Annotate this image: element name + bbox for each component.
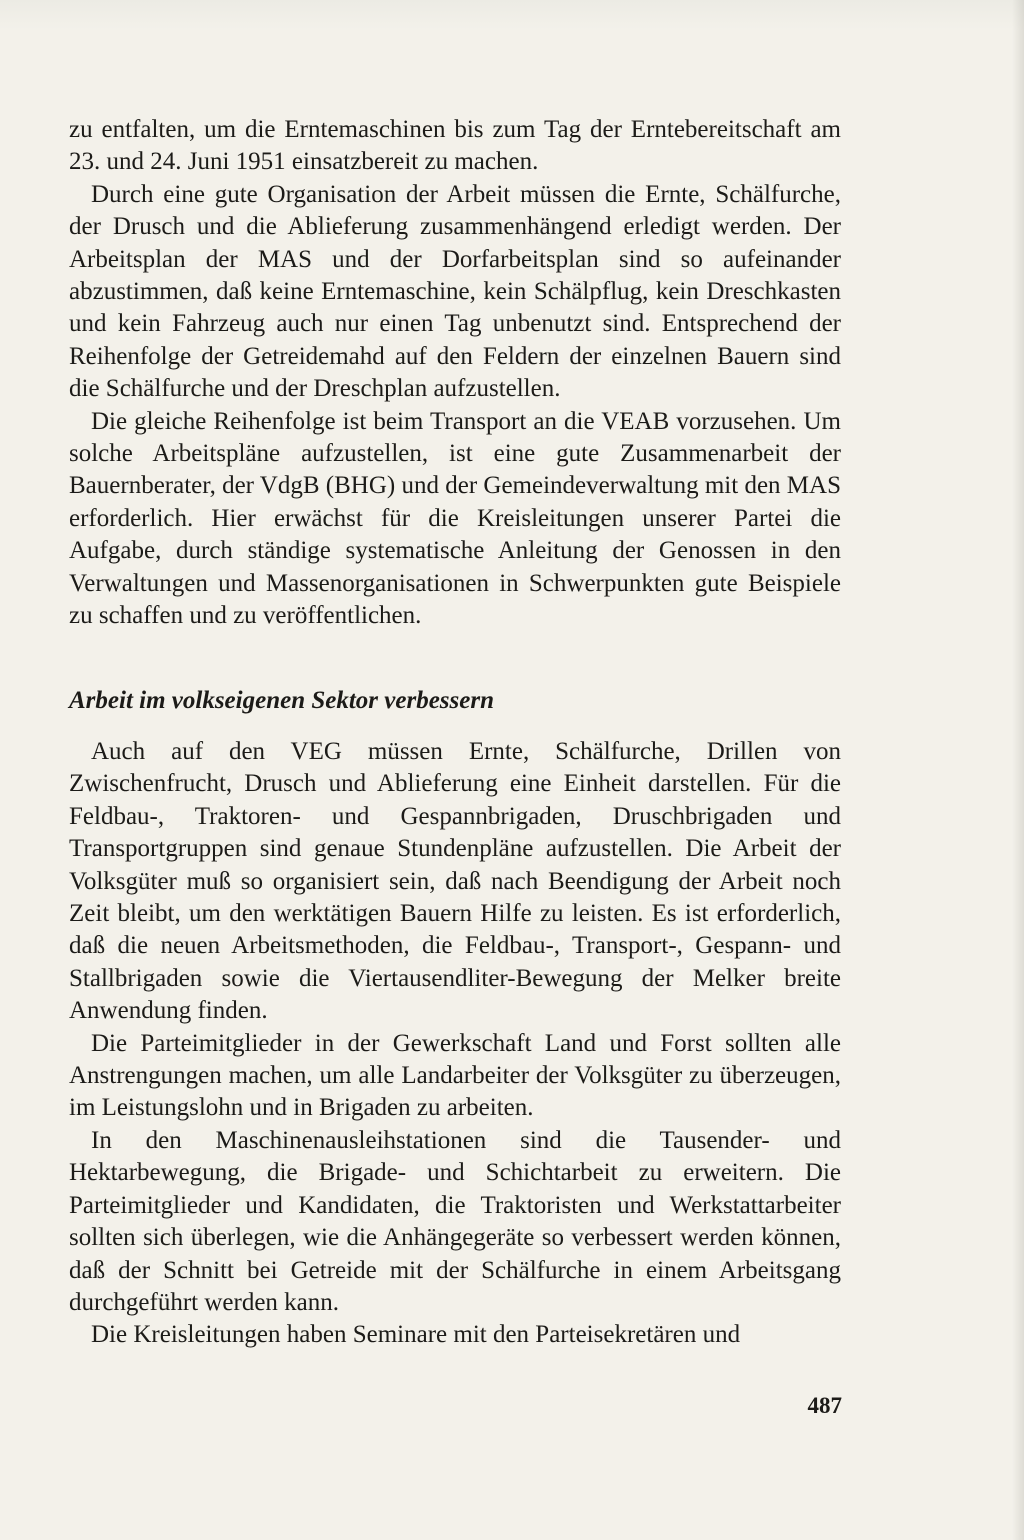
paragraph: Die Kreisleitungen haben Seminare mit den Parteisekretären und — [91, 1321, 741, 1349]
paragraph: zu entfalten, um die Erntemaschinen bis zum Tag der Erntebereitschaft am 23. und 24. Juni 1951 einsatzbereit zu machen. — [69, 116, 841, 176]
paragraph: In den Maschinenausleihstationen sind die Tausender- und Hektarbewegung, die Brigade- und Schichtarbeit zu erweitern. Die Parteimitglieder und Kandidaten, die Traktoristen und Werkstattarbeiter sollten sich überlegen, wie die Anhängegeräte so verbessert werden können, daß der Schnitt bei Getreide mit der Schälfurche in einem Arbeitsgang durchgeführt werden kann. — [69, 1126, 841, 1316]
section-heading: Arbeit im volkseigenen Sektor verbessern — [69, 687, 494, 714]
paragraph: Die Parteimitglieder in der Gewerkschaft Land und Forst sollten alle Anstrengungen machen, um alle Landarbeiter der Volksgüter zu überzeugen, im Leistungslohn und in Brigaden zu arbeiten. — [69, 1029, 841, 1122]
text-block-top — [69, 114, 841, 633]
page-number: 487 — [807, 1393, 842, 1418]
paragraph: Durch eine gute Organisation der Arbeit müssen die Ernte, Schälfurche, der Drusch und die Ablieferung zusammenhängend erledigt werden. Der Arbeitsplan der MAS und der Dorfarbeitsplan sind so aufeinander abzustimmen, daß keine Erntemaschine, kein Schälpflug, kein Dreschkasten und kein Fahrzeug auch nur einen Tag unbenutzt sind. Entsprechend der Reihenfolge der Getreidemahd auf den Feldern der einzelnen Bauern sind die Schälfurche und der Dreschplan aufzustellen. — [69, 180, 841, 403]
paragraph: Auch auf den VEG müssen Ernte, Schälfurche, Drillen von Zwischenfrucht, Drusch und Ablieferung eine Einheit darstellen. Für die Feldbau-, Traktoren- und Gespannbrigaden, Druschbrigaden und Transportgruppen sind genaue Stundenpläne aufzustellen. Die Arbeit der Volksgüter muß so organisiert sein, daß nach Beendigung der Arbeit noch Zeit bleibt, um den werktätigen Bauern Hilfe zu leisten. Es ist erforderlich, daß die neuen Arbeitsmethoden, die Feldbau-, Transport-, Gespann- und Stallbrigaden sowie die Viertausendliter-Bewegung der Melker breite Anwendung finden. — [69, 738, 841, 1025]
paragraph: Die gleiche Reihenfolge ist beim Transport an die VEAB vorzusehen. Um solche Arbeitspläne aufzustellen, ist eine gute Zusammenarbeit der Bauernberater, der VdgB (BHG) und der Gemeindeverwaltung mit den MAS erforderlich. Hier erwächst für die Kreisleitungen unserer Partei die Aufgabe, durch ständige systematische Anleitung der Genossen in den Verwaltungen und Massenorganisationen in Schwerpunkten gute Beispiele zu schaffen und zu veröffentlichen. — [69, 407, 841, 630]
page-edge-shadow — [1012, 0, 1024, 1540]
text-block-bottom — [69, 736, 841, 1352]
